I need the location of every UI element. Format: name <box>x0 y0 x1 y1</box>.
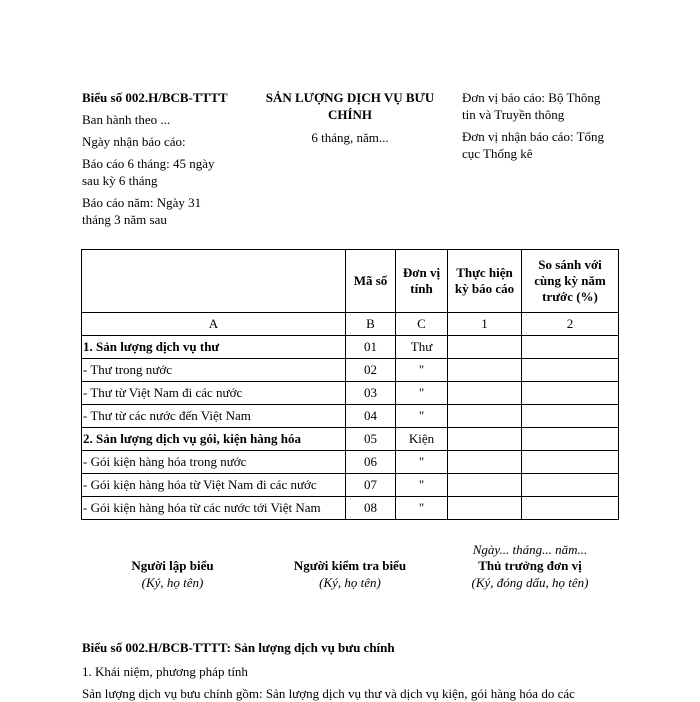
row-actual <box>448 428 522 451</box>
table-row <box>82 382 619 405</box>
row-code: 08 <box>346 497 396 520</box>
preparer-note: (Ký, họ tên) <box>141 575 204 590</box>
header-compare-line1: So sánh với <box>538 257 602 272</box>
table-row <box>82 451 619 474</box>
checker-title: Người kiểm tra biểu <box>293 558 407 573</box>
row-code: 05 <box>346 428 396 451</box>
row-compare <box>522 497 619 520</box>
header-unit <box>396 250 448 313</box>
unit-info <box>462 89 622 162</box>
checker-note: (Ký, họ tên) <box>319 575 381 590</box>
row-unit: Thư <box>396 336 448 359</box>
report-period: 6 tháng, năm... <box>311 130 389 145</box>
row-code: 06 <box>346 451 396 474</box>
row-label: - Gói kiện hàng hóa từ Việt Nam đi các nước <box>82 474 346 497</box>
report-title-line1: SẢN LƯỢNG DỊCH VỤ BƯU <box>265 90 435 105</box>
body-text: Sản lượng dịch vụ bưu chính gồm: Sản lượng dịch vụ thư và dịch vụ kiện, gói hàng hóa do các <box>82 686 575 701</box>
header-indicator <box>82 250 346 313</box>
row-actual <box>448 382 522 405</box>
header-actual-line1: Thực hiện <box>456 265 513 280</box>
head-signature-block <box>445 557 615 591</box>
header-compare-line3: trước (%) <box>542 289 598 304</box>
receiving-unit-line2: cục Thống kê <box>462 146 533 161</box>
row-actual <box>448 474 522 497</box>
report-title-block <box>255 89 445 146</box>
row-code: 04 <box>346 405 396 428</box>
row-label: - Thư trong nước <box>82 359 346 382</box>
row-compare <box>522 451 619 474</box>
row-actual <box>448 497 522 520</box>
header-compare-line2: cùng kỳ năm <box>534 273 606 288</box>
row-label: - Thư từ Việt Nam đi các nước <box>82 382 346 405</box>
row-actual <box>448 359 522 382</box>
row-label: 2. Sản lượng dịch vụ gói, kiện hàng hóa <box>82 428 346 451</box>
col-index-c: C <box>396 313 448 336</box>
header-code: Mã số <box>346 250 396 313</box>
row-label: - Gói kiện hàng hóa trong nước <box>82 451 346 474</box>
row-code: 03 <box>346 382 396 405</box>
row-unit: " <box>396 474 448 497</box>
row-unit: " <box>396 451 448 474</box>
report-year-line1: Báo cáo năm: Ngày 31 <box>82 195 202 210</box>
reporting-unit-line2: tin và Truyền thông <box>462 107 565 122</box>
col-index-b: B <box>346 313 396 336</box>
issued-by: Ban hành theo ... <box>82 112 171 127</box>
form-info <box>82 89 242 228</box>
row-compare <box>522 382 619 405</box>
row-label: - Gói kiện hàng hóa từ các nước tới Việt Nam <box>82 497 346 520</box>
header-compare <box>522 250 619 313</box>
row-unit: " <box>396 405 448 428</box>
section-title: Biểu số 002.H/BCB-TTTT: Sản lượng dịch vụ bưu chính <box>82 640 395 655</box>
col-index-a: A <box>82 313 346 336</box>
row-code: 02 <box>346 359 396 382</box>
postal-output-table <box>81 249 619 520</box>
preparer-signature-block <box>100 557 245 591</box>
table-row <box>82 474 619 497</box>
row-compare <box>522 359 619 382</box>
table-row <box>82 405 619 428</box>
row-compare <box>522 428 619 451</box>
row-actual <box>448 336 522 359</box>
header-unit-line1: Đơn vị <box>402 265 441 280</box>
row-compare <box>522 405 619 428</box>
table-header-row <box>82 250 619 313</box>
header-actual <box>448 250 522 313</box>
reporting-unit-line1: Đơn vị báo cáo: Bộ Thông <box>462 90 601 105</box>
report-6m-line2: sau kỳ 6 tháng <box>82 173 158 188</box>
row-unit: Kiện <box>396 428 448 451</box>
preparer-title: Người lập biểu <box>131 558 214 573</box>
row-label: - Thư từ các nước đến Việt Nam <box>82 405 346 428</box>
row-compare <box>522 474 619 497</box>
row-label: 1. Sản lượng dịch vụ thư <box>82 336 346 359</box>
table-row <box>82 428 619 451</box>
header-unit-line2: tính <box>410 281 433 296</box>
row-code: 01 <box>346 336 396 359</box>
row-unit: " <box>396 497 448 520</box>
subsection-title: 1. Khái niệm, phương pháp tính <box>82 664 248 679</box>
row-unit: " <box>396 382 448 405</box>
table-row <box>82 336 619 359</box>
form-code: Biểu số 002.H/BCB-TTTT <box>82 90 228 105</box>
report-year-line2: tháng 3 năm sau <box>82 212 167 227</box>
row-unit: " <box>396 359 448 382</box>
signature-date-line: Ngày... tháng... năm... <box>472 542 588 557</box>
row-code: 07 <box>346 474 396 497</box>
table-row <box>82 497 619 520</box>
row-actual <box>448 451 522 474</box>
receive-date: Ngày nhận báo cáo: <box>82 134 186 149</box>
report-title-line2: CHÍNH <box>327 107 373 122</box>
header-actual-line2: kỳ báo cáo <box>454 281 515 296</box>
row-actual <box>448 405 522 428</box>
report-6m-line1: Báo cáo 6 tháng: 45 ngày <box>82 156 215 171</box>
column-index-row <box>82 313 619 336</box>
table-row <box>82 359 619 382</box>
head-title: Thủ trưởng đơn vị <box>478 558 582 573</box>
row-compare <box>522 336 619 359</box>
col-index-1: 1 <box>448 313 522 336</box>
checker-signature-block <box>270 557 430 591</box>
col-index-2: 2 <box>522 313 619 336</box>
head-note: (Ký, đóng dấu, họ tên) <box>471 575 589 590</box>
receiving-unit-line1: Đơn vị nhận báo cáo: Tổng <box>462 129 605 144</box>
